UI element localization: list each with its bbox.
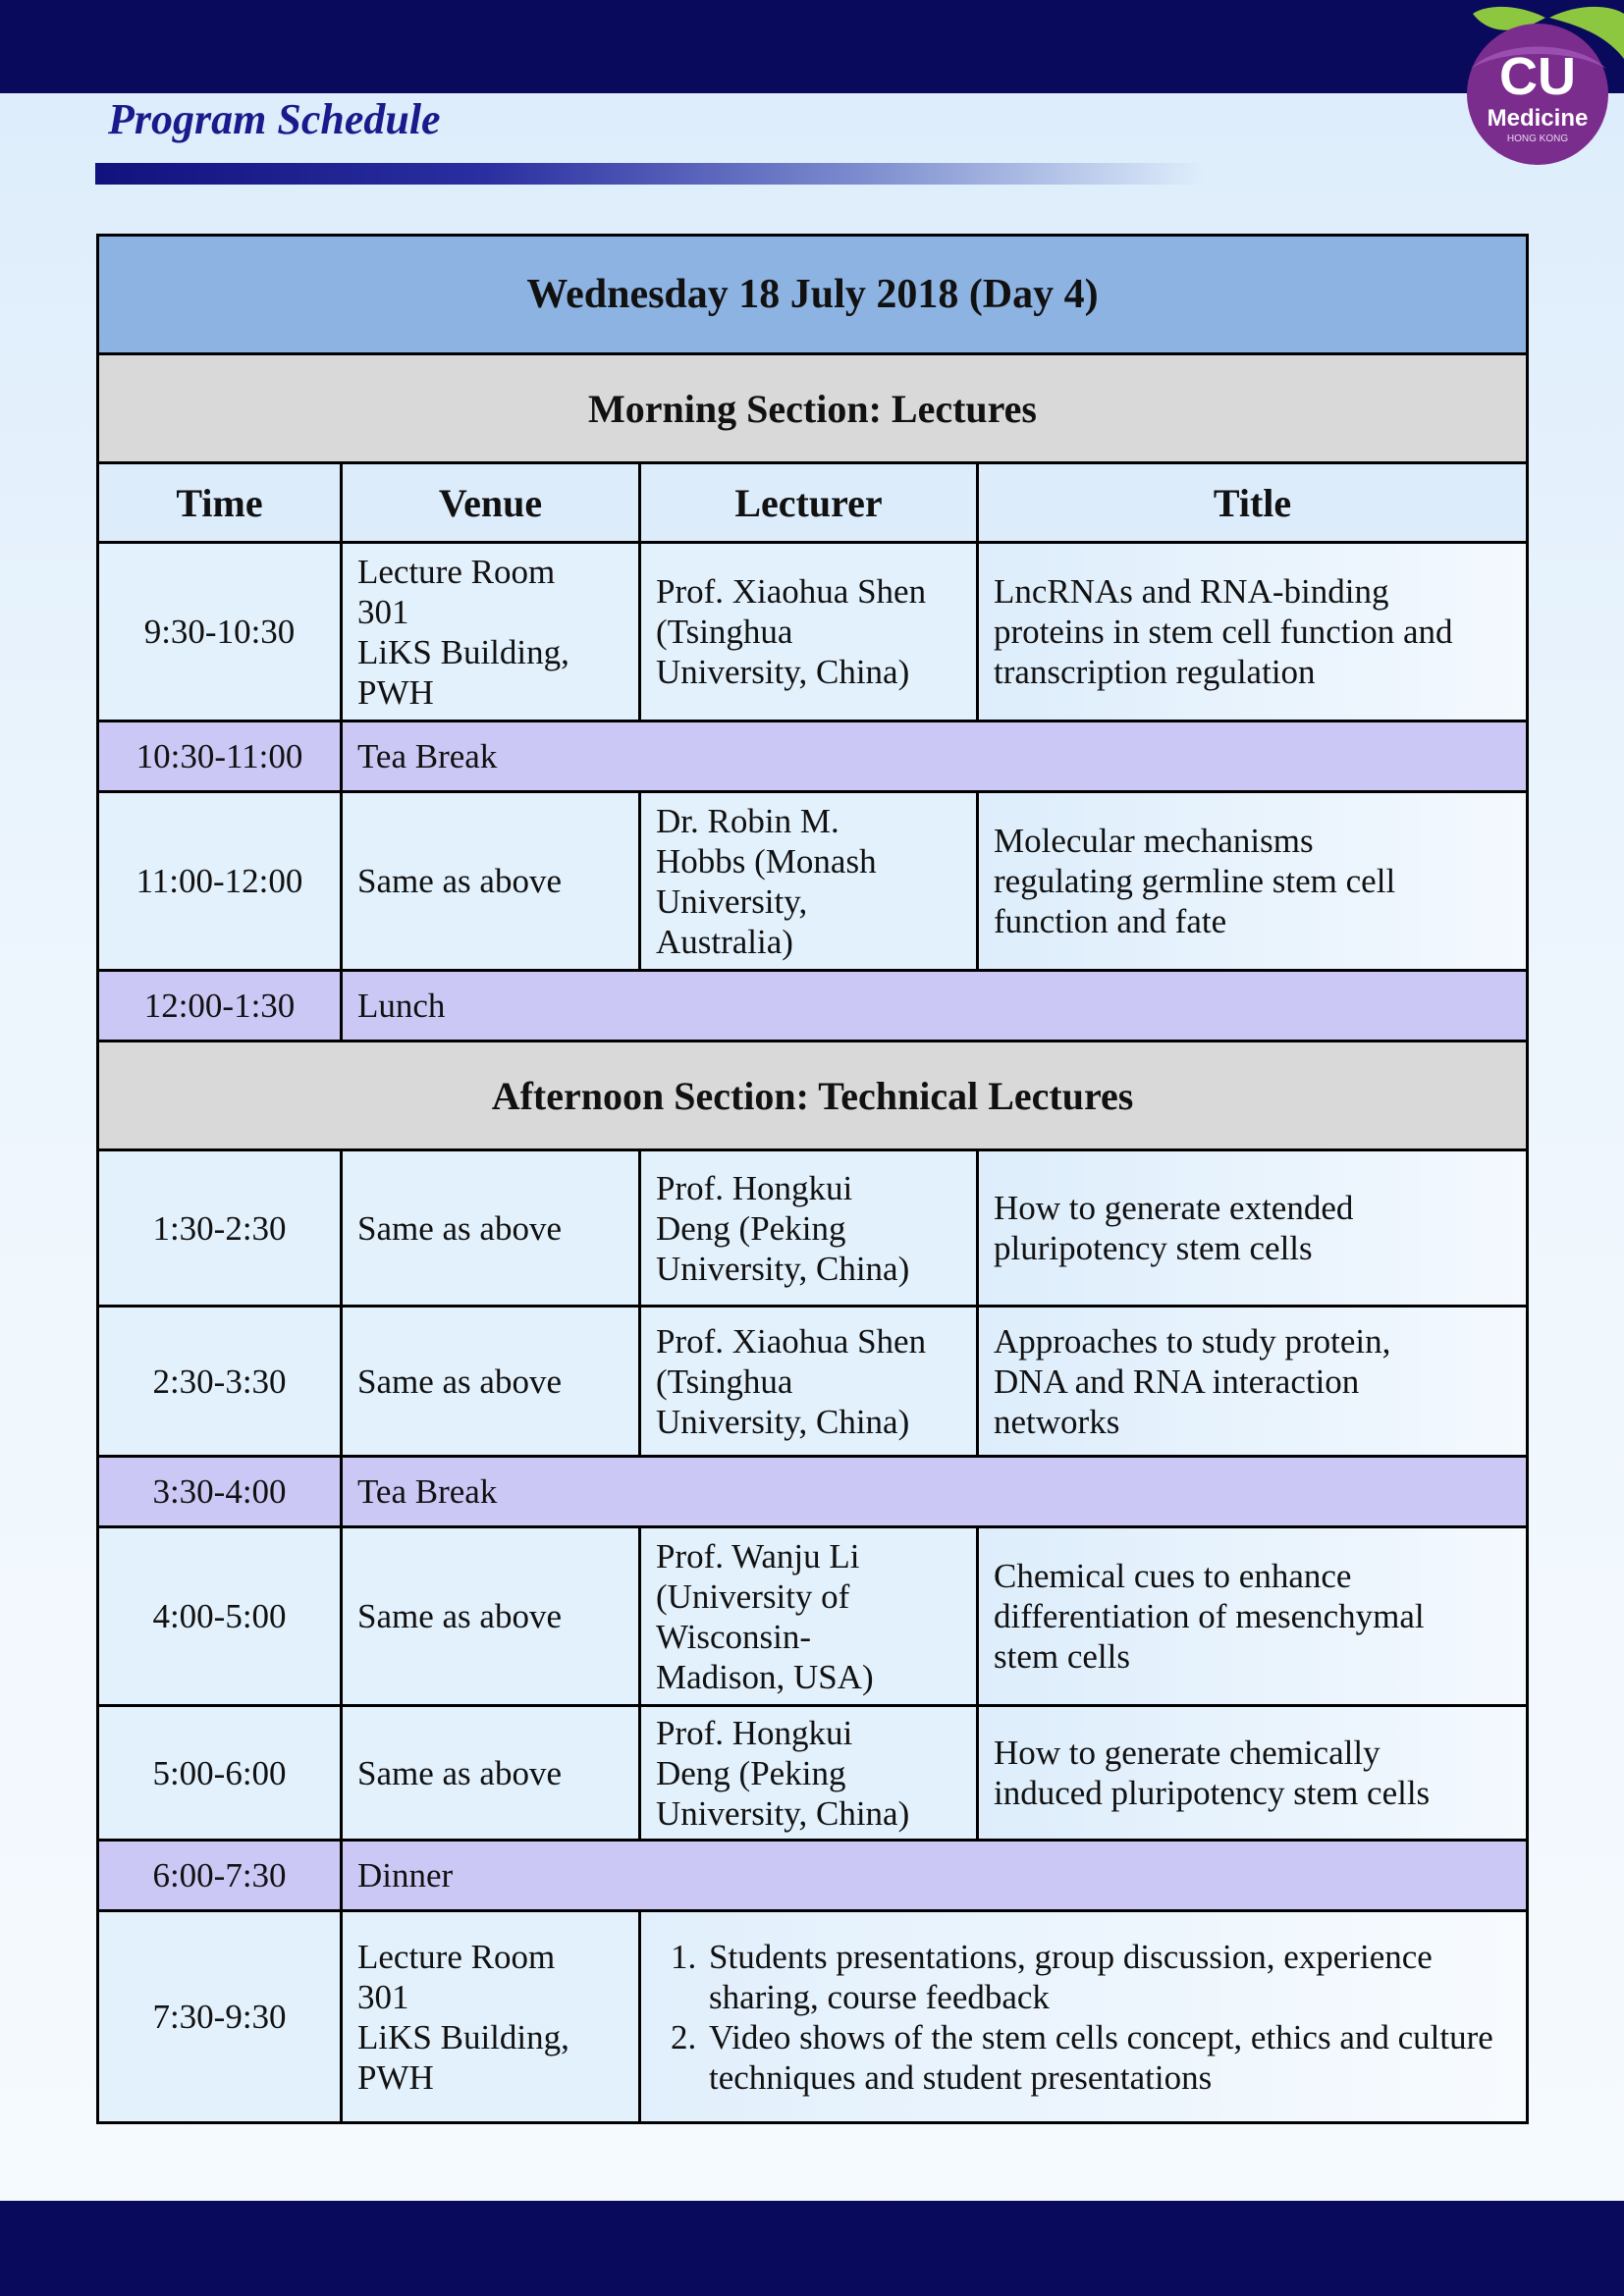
page-title: Program Schedule bbox=[108, 95, 441, 143]
afternoon-section-row bbox=[98, 1041, 1528, 1150]
venue-cell: Lecture Room 301 LiKS Building, PWH bbox=[342, 1911, 640, 2123]
time-cell: 2:30-3:30 bbox=[98, 1307, 342, 1457]
logo-text-main: CU bbox=[1499, 47, 1576, 106]
title-cell: Approaches to study protein, DNA and RNA interaction networks bbox=[978, 1307, 1528, 1457]
activity-row bbox=[98, 1911, 1528, 2123]
logo-text-small: HONG KONG bbox=[1506, 133, 1569, 144]
lecturer-cell: Prof. Wanju Li (University of Wisconsin- Madison, USA) bbox=[640, 1527, 978, 1706]
list-item: 1. Students presentations, group discussion, experience sharing, course feedback bbox=[705, 1937, 1511, 2017]
venue-cell: Same as above bbox=[342, 1706, 640, 1841]
lecture-row bbox=[98, 792, 1528, 971]
time-cell: 9:30-10:30 bbox=[98, 543, 342, 721]
activities-list bbox=[656, 1937, 1511, 2098]
title-cell: How to generate chemically induced pluripotency stem cells bbox=[978, 1706, 1528, 1841]
column-header-time: Time bbox=[98, 463, 342, 543]
logo-text-sub: Medicine bbox=[1487, 105, 1589, 132]
break-row bbox=[98, 971, 1528, 1041]
break-label: Tea Break bbox=[342, 1457, 1528, 1527]
title-cell: LncRNAs and RNA-binding proteins in stem cell function and transcription regulation bbox=[978, 543, 1528, 721]
lecturer-cell: Prof. Xiaohua Shen (Tsinghua University, China) bbox=[640, 543, 978, 721]
time-cell: 1:30-2:30 bbox=[98, 1150, 342, 1307]
venue-cell: Lecture Room 301 LiKS Building, PWH bbox=[342, 543, 640, 721]
time-cell: 10:30-11:00 bbox=[98, 721, 342, 792]
time-cell: 5:00-6:00 bbox=[98, 1706, 342, 1841]
time-cell: 7:30-9:30 bbox=[98, 1911, 342, 2123]
venue-cell: Same as above bbox=[342, 1150, 640, 1307]
column-header-lecturer: Lecturer bbox=[640, 463, 978, 543]
break-row bbox=[98, 1841, 1528, 1911]
bottom-banner-bar bbox=[0, 2201, 1624, 2296]
afternoon-section-title: Afternoon Section: Technical Lectures bbox=[98, 1041, 1528, 1150]
break-label: Lunch bbox=[342, 971, 1528, 1041]
program-schedule-table bbox=[96, 234, 1529, 2124]
lecture-row bbox=[98, 1150, 1528, 1307]
day-title: Wednesday 18 July 2018 (Day 4) bbox=[98, 236, 1528, 354]
venue-cell: Same as above bbox=[342, 1527, 640, 1706]
column-header-row bbox=[98, 463, 1528, 543]
column-header-venue: Venue bbox=[342, 463, 640, 543]
title-cell: Chemical cues to enhance differentiation of mesenchymal stem cells bbox=[978, 1527, 1528, 1706]
list-item: 2. Video shows of the stem cells concept, ethics and culture techniques and student presentations bbox=[705, 2017, 1511, 2098]
lecturer-cell: Dr. Robin M. Hobbs (Monash University, Australia) bbox=[640, 792, 978, 971]
lecturer-cell: Prof. Hongkui Deng (Peking University, China) bbox=[640, 1150, 978, 1307]
title-cell: How to generate extended pluripotency stem cells bbox=[978, 1150, 1528, 1307]
time-cell: 4:00-5:00 bbox=[98, 1527, 342, 1706]
lecture-row bbox=[98, 1706, 1528, 1841]
venue-cell: Same as above bbox=[342, 1307, 640, 1457]
column-header-title: Title bbox=[978, 463, 1528, 543]
lecturer-cell: Prof. Hongkui Deng (Peking University, China) bbox=[640, 1706, 978, 1841]
lecturer-cell: Prof. Xiaohua Shen (Tsinghua University, China) bbox=[640, 1307, 978, 1457]
break-label: Dinner bbox=[342, 1841, 1528, 1911]
lecture-row bbox=[98, 543, 1528, 721]
time-cell: 3:30-4:00 bbox=[98, 1457, 342, 1527]
break-label: Tea Break bbox=[342, 721, 1528, 792]
morning-section-title: Morning Section: Lectures bbox=[98, 354, 1528, 463]
time-cell: 6:00-7:30 bbox=[98, 1841, 342, 1911]
day-header-row bbox=[98, 236, 1528, 354]
top-banner-bar bbox=[0, 0, 1624, 93]
cu-medicine-logo bbox=[1451, 0, 1624, 167]
lecture-row bbox=[98, 1527, 1528, 1706]
venue-cell: Same as above bbox=[342, 792, 640, 971]
lecture-row bbox=[98, 1307, 1528, 1457]
activities-cell bbox=[640, 1911, 1528, 2123]
title-underline bbox=[95, 163, 1205, 185]
time-cell: 11:00-12:00 bbox=[98, 792, 342, 971]
break-row bbox=[98, 1457, 1528, 1527]
break-row bbox=[98, 721, 1528, 792]
time-cell: 12:00-1:30 bbox=[98, 971, 342, 1041]
title-cell: Molecular mechanisms regulating germline stem cell function and fate bbox=[978, 792, 1528, 971]
morning-section-row bbox=[98, 354, 1528, 463]
